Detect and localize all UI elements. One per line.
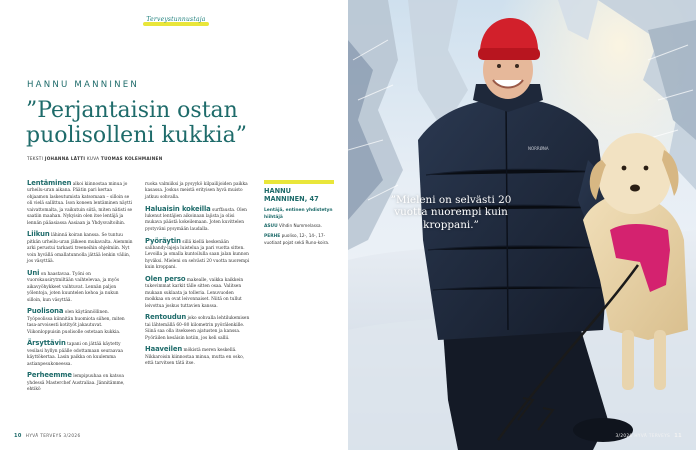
paragraph-text: on haastavaa. Työni on vuorokausirytmiltään vaihtelevaa, ja myös aikavyöhykkeet vaihtuvat. Lennän paljon yölentoja, joten kuuntelen kehoa ja nukun silloin, kun väsyttää. bbox=[27, 271, 120, 303]
credits bbox=[27, 156, 163, 161]
fact-box-family-value: puoliso, 12-, 14-, 17-vuotiaat pojat sekä Runo-koira. bbox=[264, 233, 330, 245]
paragraph-lead: Pyöräytin bbox=[145, 236, 181, 245]
dog-front-leg-left bbox=[622, 330, 634, 390]
paragraph-text: mökistä meren keskellä. Nikkaroisin kiinnostaa minua, mutta en osko, että tarvitsen tätä itse. bbox=[145, 348, 245, 367]
paragraph bbox=[145, 346, 252, 367]
paragraph bbox=[27, 308, 134, 336]
footer-right-text: 3/2026 HYVÄ TERVEYS bbox=[615, 433, 671, 438]
person-name: HANNU MANNINEN bbox=[27, 80, 139, 90]
paragraph-lead: Liikun bbox=[27, 230, 50, 239]
dog-front-leg-right bbox=[654, 330, 666, 390]
credit-text-label: TEKSTI bbox=[27, 156, 44, 161]
page-number-right: 11 bbox=[674, 433, 682, 439]
paragraph-text: surffausta. Olen lukenut lentäjien aikoinaan lajista ja olisi mukava päästä kokeilemaan. Joten kuvittelen pystyväni pysymään laudalla. bbox=[145, 207, 247, 232]
left-eye bbox=[497, 64, 501, 68]
fact-box bbox=[264, 180, 334, 246]
paragraph-lead: Perheemme bbox=[27, 371, 72, 380]
credit-text-author: JOHANNA LÄTTI bbox=[44, 156, 86, 161]
paragraph-lead: Lentäminen bbox=[27, 179, 72, 187]
body-column-1 bbox=[27, 180, 134, 398]
paragraph-lead: Rentoudun bbox=[145, 313, 187, 322]
fact-box-role-text: Lentäjä, entinen yhdistetyn hiihtäjä bbox=[264, 207, 333, 220]
fact-box-family bbox=[264, 233, 334, 246]
paragraph bbox=[27, 270, 134, 304]
fact-box-home bbox=[264, 223, 334, 230]
credit-photo-author: TUOMAS KOLEHMAINEN bbox=[100, 156, 163, 161]
paragraph bbox=[27, 372, 134, 393]
page-number-left: 10 bbox=[14, 433, 22, 439]
credit-photo-label: KUVA bbox=[86, 156, 100, 161]
footer-left bbox=[14, 433, 81, 439]
paragraph-lead: Haaveilen bbox=[145, 345, 183, 354]
right-eye bbox=[515, 64, 519, 68]
paragraph bbox=[145, 206, 252, 234]
paragraph-lead: Olen perso bbox=[145, 275, 186, 283]
paragraph-text: lähinnä koiran kanssa. Se tuntuu pitkän urheilu-uran jälkeen mukavalta. Aiemmin arki perustui tarkasti treeneihin ohjelmiin. Nyt voin hyvällä omallatunnolla jättää lenkin väliin, jos väsyttää. bbox=[27, 233, 133, 265]
paragraph bbox=[145, 180, 252, 201]
section-label: Terveystunnustaja bbox=[146, 16, 206, 23]
pull-quote: ”Mieleni on selvästi 20 vuotta nuorempi kuin kroppani.” bbox=[390, 194, 512, 231]
body-column-2 bbox=[145, 180, 252, 372]
dog-nose bbox=[630, 185, 640, 192]
section-tag bbox=[141, 16, 211, 25]
beanie-cuff bbox=[478, 48, 540, 60]
footer-right bbox=[615, 433, 682, 439]
paragraph-lead: Haluaisin kokeilla bbox=[145, 204, 211, 213]
paragraph-lead: Puolisona bbox=[27, 307, 64, 316]
paragraph bbox=[145, 314, 252, 342]
paragraph-text: ruoka valmiiksi ja pysyykö kilpailijoiden paikka kasassa. Joskus meistä erityisen hyvä muisto jatkuu sohvalla. bbox=[145, 182, 248, 200]
paragraph-lead: Ärsyttävin bbox=[27, 339, 66, 348]
fact-box-home-value: Vihdin Nummelassa. bbox=[279, 223, 322, 229]
fact-box-role bbox=[264, 207, 334, 221]
paragraph-text: olen käytännöllinen. Työpoolissa kiinnitän huomiota siihen, miten tasa-arvoisesti kotityöt jakautuvat. Viikonloppuisin puolisolle ostetaan kukkia. bbox=[27, 310, 125, 335]
footer-left-text: HYVÄ TERVEYS 3/2026 bbox=[25, 433, 81, 438]
dog-right-eye bbox=[644, 166, 649, 171]
headline: ”Perjantaisin ostan puolisolleni kukkia” bbox=[26, 98, 247, 148]
paragraph-text: alkoi kiinnostaa minua jo urheilu-uran aikana. Päätin pari kertaa ohjaamon laskeutumista katsomaan – silloin se oli vielä sallittua. Ison koneen lentäminen näytti vaivattomalta, ja vaikutuin siitä, miten nätisti se saatiin maahan. Nykyisin olen itse lentäjä ja lennän pääasiassa Aasiaan ja Yhdysvaltoihin. bbox=[27, 182, 133, 226]
fact-box-name: HANNU MANNINEN, 47 bbox=[264, 187, 319, 204]
paragraph-text: makealle, vaikka kaikkein tukevimmat karkit tälle sitten osaa. Valitsen mukaan suklaata ja tolleria. Lenuvuoden moikkaa on ovat leivonnaiset. Niitä on tullut leivottua joskus tuttavien kanssa. bbox=[145, 278, 244, 309]
paragraph bbox=[27, 231, 134, 265]
fact-box-bar bbox=[264, 180, 334, 184]
paragraph bbox=[145, 276, 252, 310]
paragraph bbox=[145, 238, 252, 272]
paragraph-lead: Uni bbox=[27, 268, 40, 277]
paragraph bbox=[27, 180, 134, 227]
right-page-photo bbox=[348, 0, 696, 450]
paragraph-text: lempipuuhaa on katsoa yhdessä Masterchef Australiaa. Jännitämme, ehtikö bbox=[27, 374, 125, 393]
fact-box-family-label: PERHE bbox=[264, 234, 281, 240]
paragraph bbox=[27, 340, 134, 368]
jacket-logo: NORRØNA bbox=[528, 146, 549, 151]
fact-box-home-label: ASUU bbox=[264, 224, 278, 230]
paragraph-text: sillä kiellä keskenään salibandy-lajeja luistelua ja pari vuotta sitten. Levoilla ja omalla kuntoilulla saan jalan kunnon hyväksi. Mieleni on selvästi 20 vuotta nuorempi kuin kroppani. bbox=[145, 239, 250, 271]
dog-left-eye bbox=[622, 166, 627, 171]
paragraph-text: tapani on jättää käytetty vesilasi hyllyn päälle odottamaan seuraavaa käyttökertaa. Lasin paikka on kuulemma astianpesukoneessa. bbox=[27, 342, 123, 367]
paragraph-text: joko sohvalla lehtilukemisen tai lähtemällä 60–80 kilometrin pyörälenkille. Siinä saa olla itsekseen ajatusten ja kanssa. Pyöräilen kesäisin kotiin, jos keli sallii. bbox=[145, 316, 250, 341]
